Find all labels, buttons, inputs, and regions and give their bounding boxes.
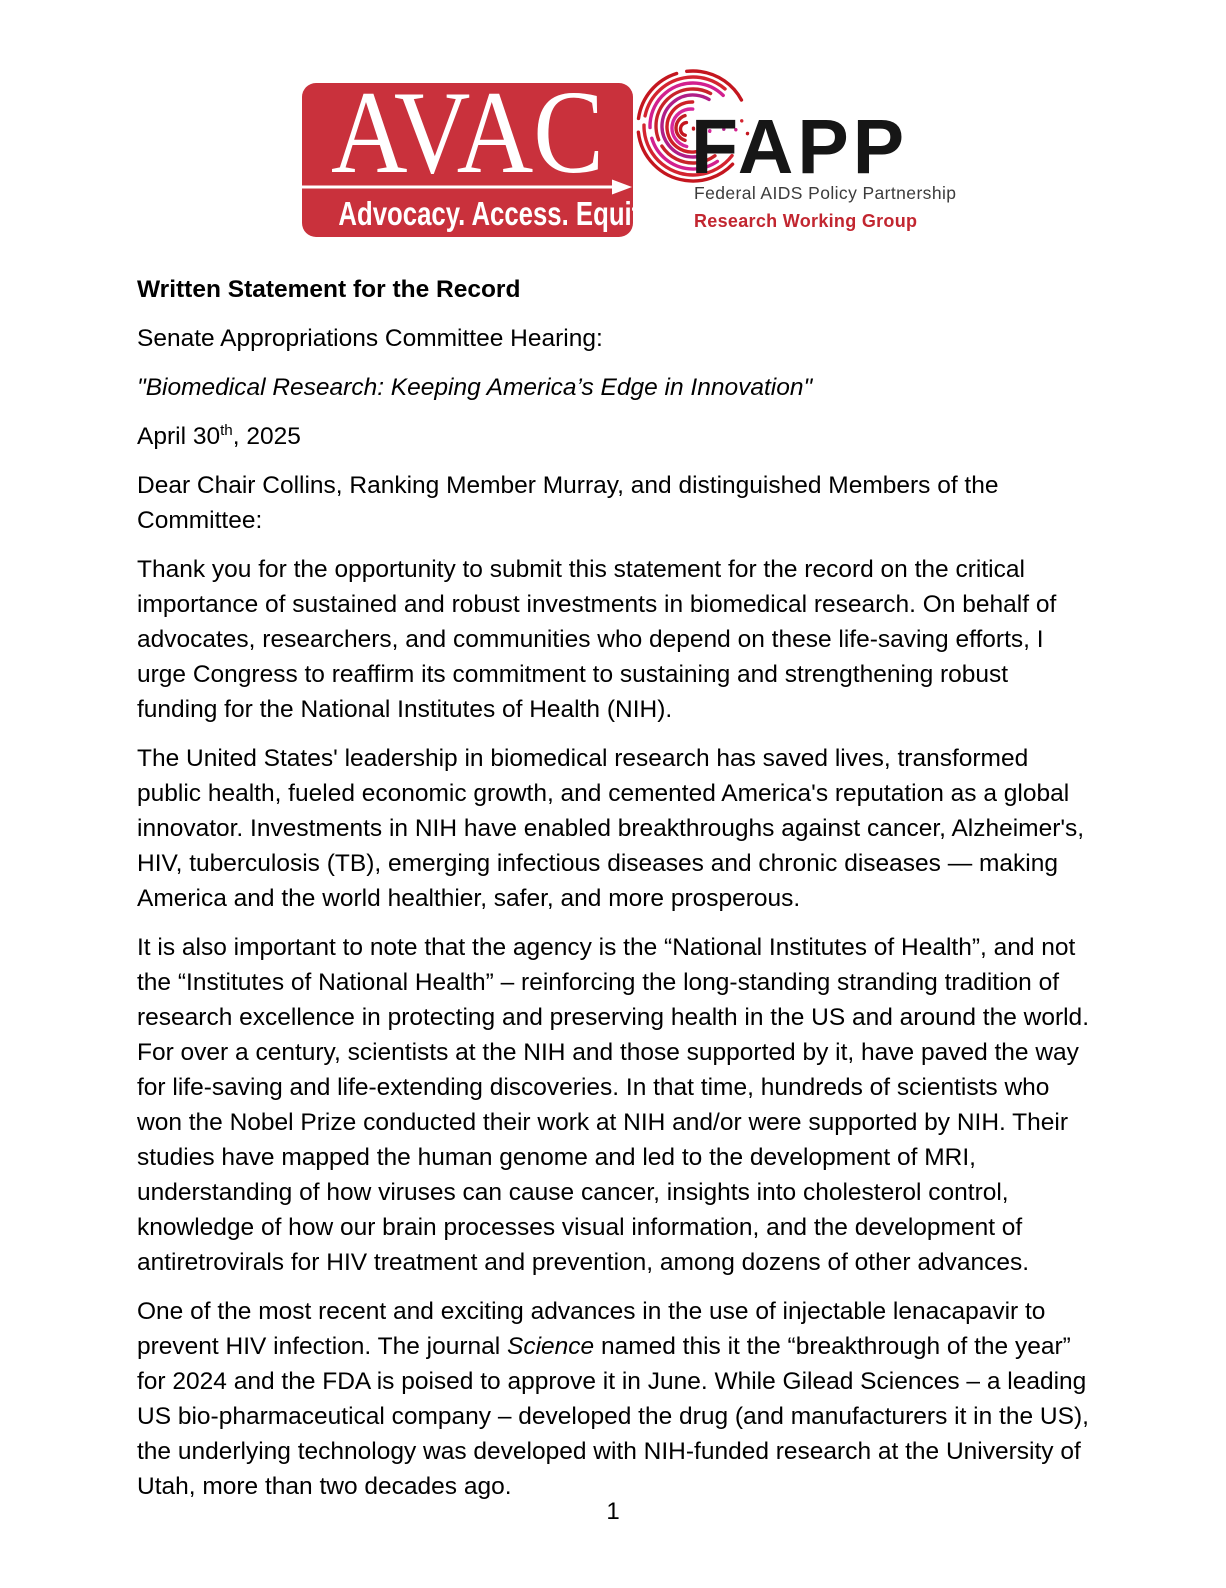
paragraph-4-text-continued: named this it the “breakthrough of the year” for 2024 and the FDA is poised to approve it in June. While Gilead Sciences – a leading US bio-pharmaceutical company – developed the drug (and manufacturers it in the US), the underlying technology was developed with NIH-funded research at the University of Utah, more than two decades ago.: [137, 1333, 1089, 1500]
arrow-right-icon: [302, 178, 633, 196]
fapp-subtitle: Federal AIDS Policy Partnership: [694, 183, 957, 203]
fapp-wordmark: FAPP: [691, 104, 909, 190]
avac-logo: [302, 66, 660, 237]
paragraph-3: It is also important to note that the agency is the “National Institutes of Health”, and not the “Institutes of National Health” – reinforcing the long-standing stranding tradition of research excellence in protecting and preserving health in the US and around the world. For over a century, scientists at the NIH and those supported by it, have paved the way for life-saving and life-extending discoveries. In that time, hundreds of scientists who won the Nobel Prize conducted their work at NIH and/or were supported by NIH. Their studies have mapped the human genome and led to the development of MRI, understanding of how viruses can cause cancer, insights into cholesterol control, knowledge of how our brain processes visual information, and the development of antiretrovirals for HIV treatment and prevention, among dozens of other advances.: [137, 934, 1089, 1276]
fapp-research-working-group: Research Working Group: [694, 211, 918, 231]
journal-name-italic: Science: [506, 1333, 595, 1360]
paragraph-1: Thank you for the opportunity to submit this statement for the record on the critical importance of sustained and robust investments in biomedical research. On behalf of advocates, researchers, and communities who depend on these life-saving efforts, I urge Congress to reaffirm its commitment to sustaining and strengthening robust funding for the National Institutes of Health (NIH).: [137, 556, 1057, 723]
hearing-label: Senate Appropriations Committee Hearing:: [137, 325, 603, 352]
paragraph-4: [137, 1294, 1095, 1504]
date-suffix: , 2025: [232, 423, 301, 450]
statement-title: Written Statement for the Record: [137, 276, 521, 303]
paragraph-2: The United States' leadership in biomedical research has saved lives, transformed public health, fueled economic growth, and cemented America's reputation as a global innovator. Investments in NIH have enabled breakthroughs against cancer, Alzheimer's, HIV, tuberculosis (TB), emerging infectious diseases and chronic diseases — making America and the world healthier, safer, and more prosperous.: [137, 745, 1085, 912]
date-text: April 30: [137, 423, 221, 450]
avac-tagline: Advocacy. Access. Equity.: [338, 195, 660, 232]
statement-body: [137, 272, 1095, 1518]
salutation: Dear Chair Collins, Ranking Member Murray, and distinguished Members of the Committee:: [137, 472, 999, 534]
page-number: 1: [606, 1498, 620, 1525]
avac-wordmark: AVAC: [330, 66, 605, 198]
date-ordinal-superscript: th: [220, 421, 233, 439]
fapp-logo: [633, 58, 957, 243]
date-line: [137, 419, 1095, 454]
hearing-title: "Biomedical Research: Keeping America’s Edge in Innovation": [137, 374, 813, 401]
paragraph-4-text: One of the most recent and exciting advances in the use of injectable lenacapavir to prevent HIV infection. The journal: [137, 1298, 1046, 1360]
